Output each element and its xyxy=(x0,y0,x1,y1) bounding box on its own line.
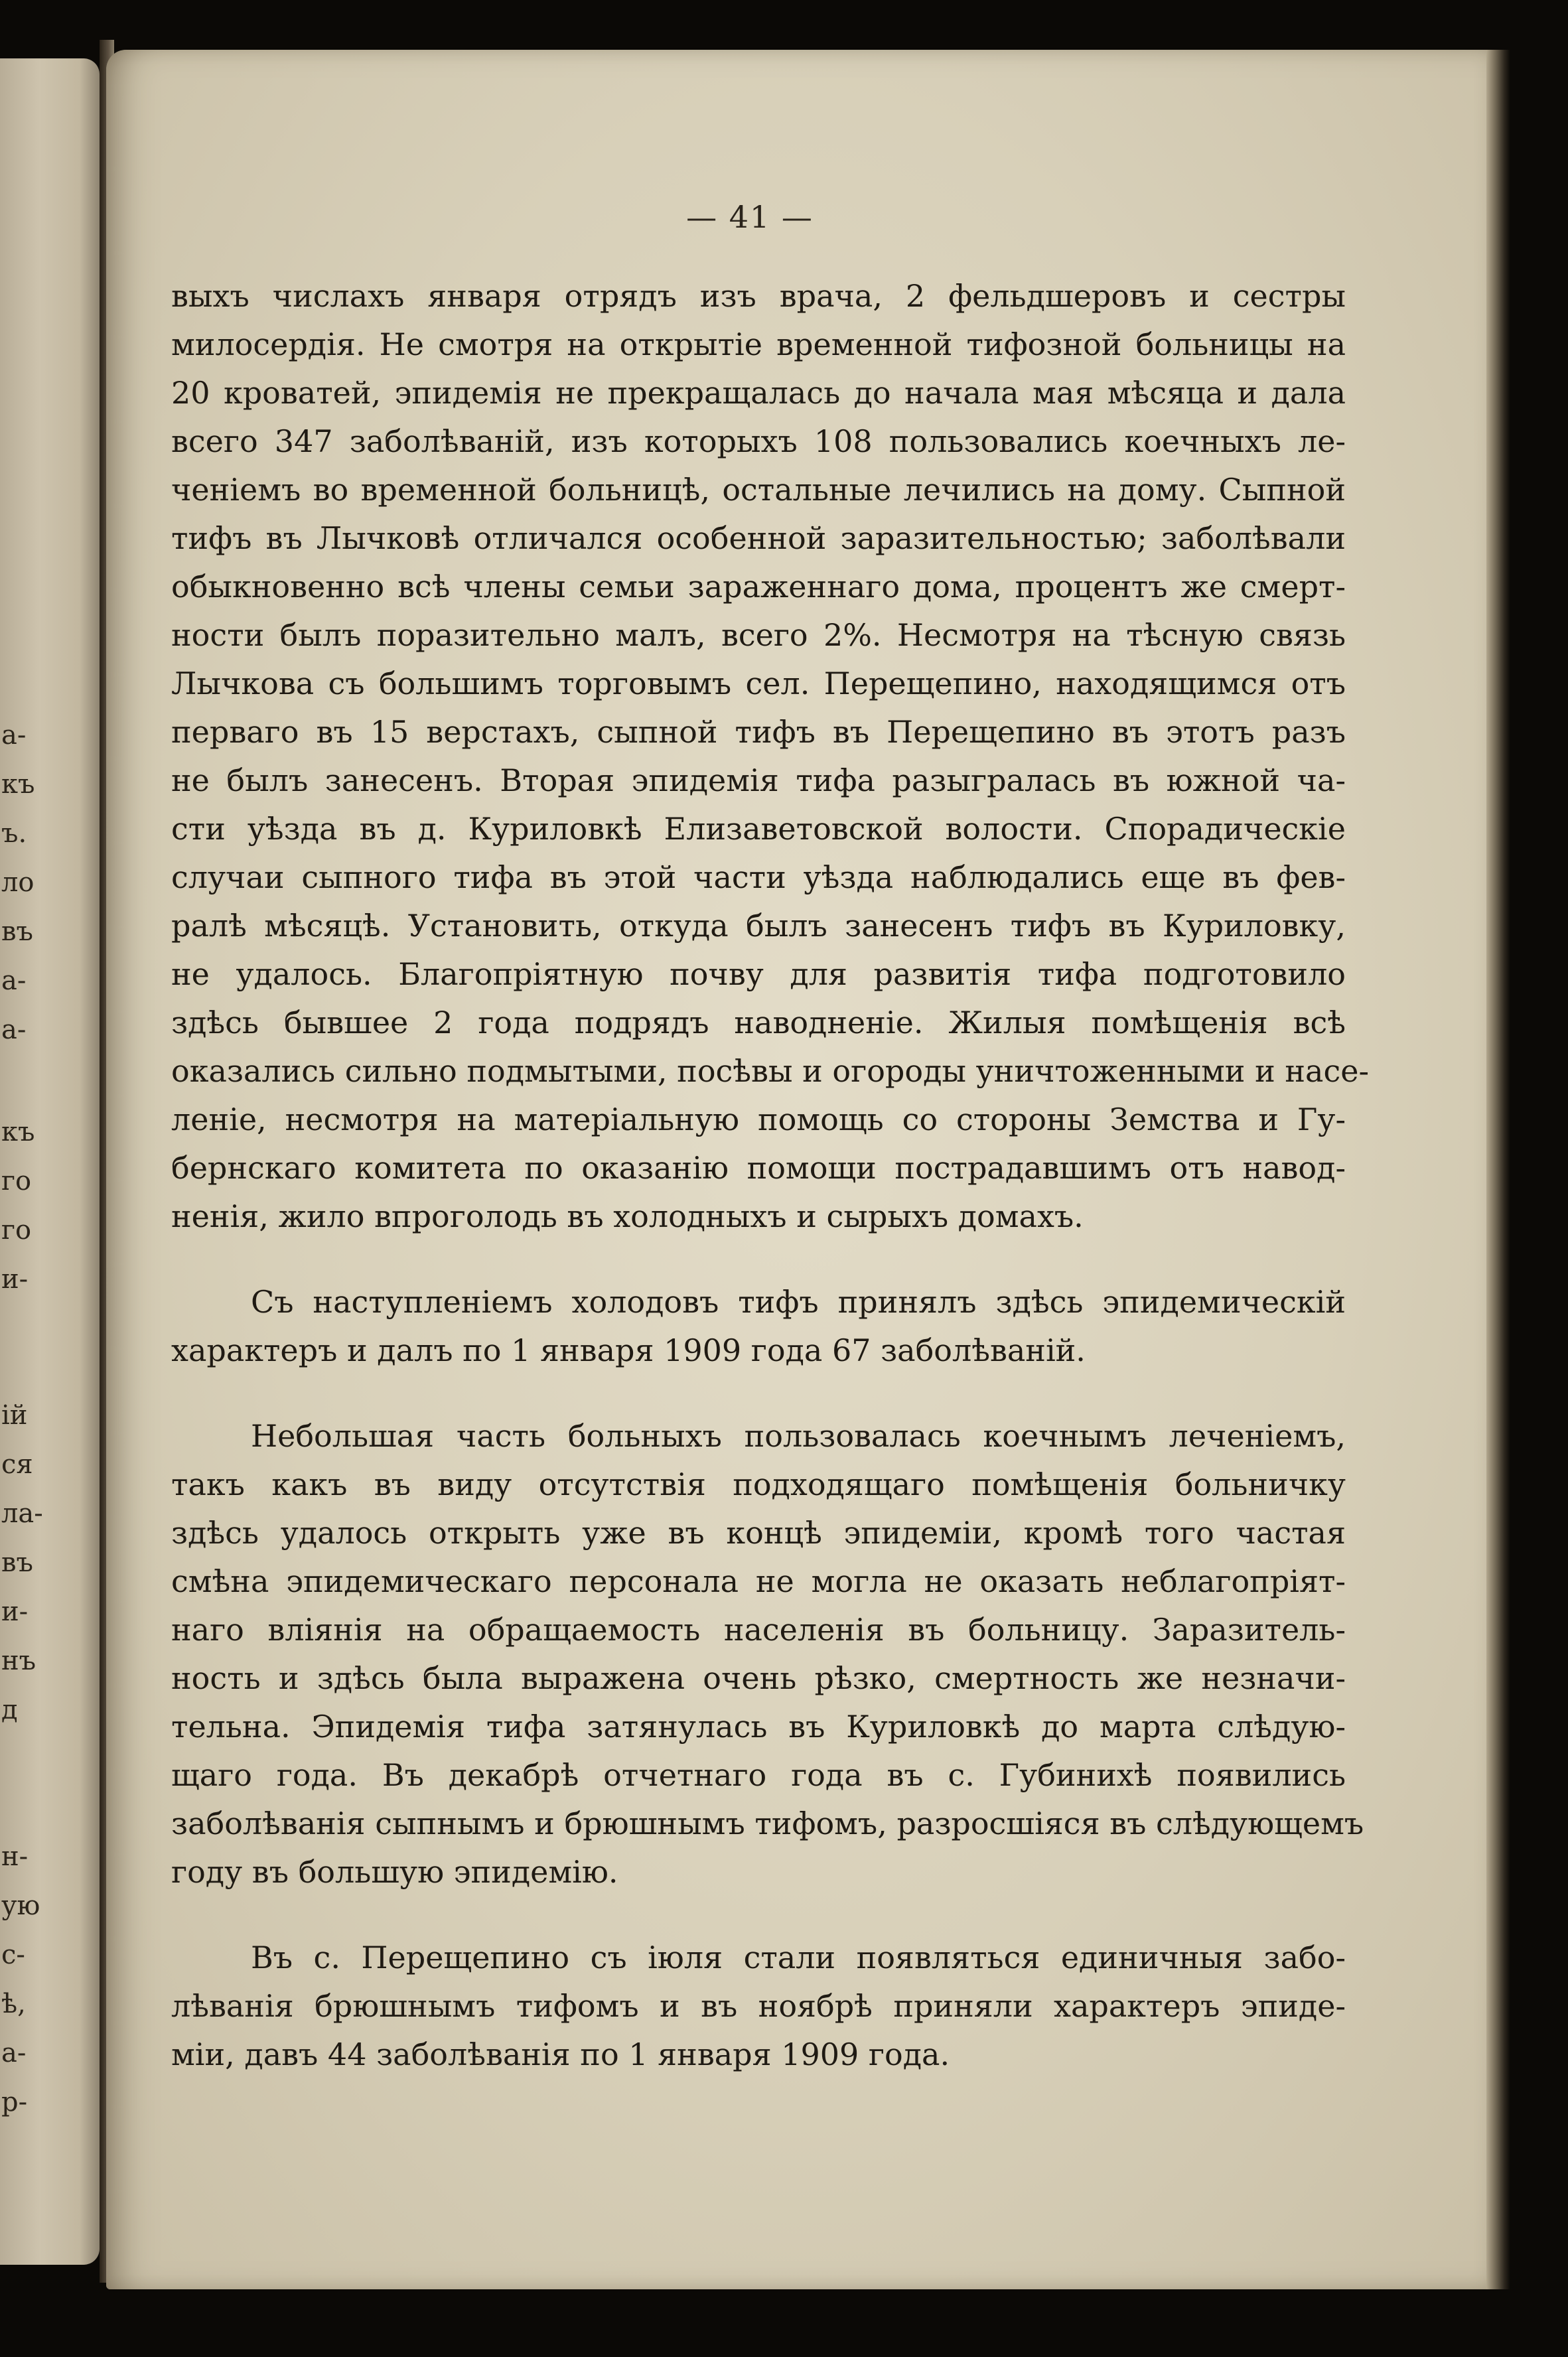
text-line: не удалось. Благопріятную почву для развитія тифа подготовило xyxy=(171,956,1346,992)
paragraph xyxy=(171,1412,1364,1896)
left-page-fragment: го xyxy=(1,1215,32,1246)
left-page-fragment: а- xyxy=(1,1015,27,1045)
left-page-fragment: н- xyxy=(1,1841,29,1872)
text-line: міи, давъ 44 заболѣванія по 1 января 1909 года. xyxy=(171,2036,950,2072)
left-page-fragment: с- xyxy=(1,1940,25,1970)
text-line: всего 347 заболѣваній, изъ которыхъ 108 пользовались коечныхъ ле- xyxy=(171,423,1346,459)
left-page-fragment: р- xyxy=(1,2087,28,2117)
left-page-fragment: д xyxy=(1,1695,18,1725)
text-line: наго вліянія на обращаемость населенія въ больницу. Заразитель- xyxy=(171,1612,1346,1648)
left-page-fragment: въ xyxy=(1,1547,33,1578)
left-page-fragment: а- xyxy=(1,2038,27,2068)
text-line: Въ с. Перещепино съ іюля стали появляться единичныя забо- xyxy=(251,1940,1346,1975)
left-page-fragment: го xyxy=(1,1166,32,1196)
text-line: обыкновенно всѣ члены семьи зараженнаго дома, процентъ же смерт- xyxy=(171,569,1346,605)
text-line: оказались сильно подмытыми, посѣвы и огороды уничтоженными и насе- xyxy=(171,1053,1369,1089)
left-page-fragment: ій xyxy=(1,1400,28,1431)
paragraph xyxy=(171,272,1369,1241)
text-line: ралѣ мѣсяцѣ. Установить, откуда былъ занесенъ тифъ въ Куриловку, xyxy=(171,908,1346,944)
left-page-fragment: къ xyxy=(1,769,35,800)
left-page-fragment: ъ. xyxy=(1,818,27,849)
left-page-fragment: къ xyxy=(1,1117,35,1147)
text-line: такъ какъ въ виду отсутствія подходящаго помѣщенія больничку xyxy=(171,1466,1346,1502)
text-line: перваго въ 15 верстахъ, сыпной тифъ въ Перещепино въ этотъ разъ xyxy=(171,714,1346,750)
text-line: бернскаго комитета по оказанію помощи пострадавшимъ отъ навод- xyxy=(171,1150,1346,1186)
left-page-fragment: а- xyxy=(1,965,27,996)
text-line: милосердія. Не смотря на открытіе временной тифозной больницы на xyxy=(171,326,1346,362)
left-page-fragment: нъ xyxy=(1,1646,36,1676)
left-page-fragment: ло xyxy=(1,867,35,898)
text-line: Небольшая часть больныхъ пользовалась коечнымъ леченіемъ, xyxy=(251,1418,1346,1454)
body-text xyxy=(171,272,1369,2079)
text-line: ненія, жило впроголодь въ холодныхъ и сырыхъ домахъ. xyxy=(171,1198,1084,1234)
left-page-fragment: и- xyxy=(1,1264,29,1295)
text-line: 20 кроватей, эпидемія не прекращалась до начала мая мѣсяца и дала xyxy=(171,375,1346,411)
text-line: здѣсь удалось открыть уже въ концѣ эпидеміи, кромѣ того частая xyxy=(171,1515,1346,1551)
text-line: не былъ занесенъ. Вторая эпидемія тифа разыгралась въ южной ча- xyxy=(171,762,1346,798)
text-line: щаго года. Въ декабрѣ отчетнаго года въ с. Губинихѣ появились xyxy=(171,1757,1346,1793)
text-line: тифъ въ Лычковѣ отличался особенной заразительностью; заболѣвали xyxy=(171,520,1346,556)
left-page-fragment: и- xyxy=(1,1597,29,1627)
text-line: характеръ и далъ по 1 января 1909 года 67 заболѣваній. xyxy=(171,1332,1086,1368)
left-page-fragment: въ xyxy=(1,916,33,947)
paragraph-gap xyxy=(171,1241,1346,1278)
text-line: леніе, несмотря на матеріальную помощь со стороны Земства и Гу- xyxy=(171,1102,1346,1137)
text-line: тельна. Эпидемія тифа затянулась въ Куриловкѣ до марта слѣдую- xyxy=(171,1709,1346,1745)
text-line: Съ наступленіемъ холодовъ тифъ принялъ здѣсь эпидемическій xyxy=(251,1284,1346,1320)
left-page-edge xyxy=(0,58,100,2265)
paragraph xyxy=(171,1278,1346,1375)
paragraph-gap xyxy=(171,1375,1346,1412)
text-line: выхъ числахъ января отрядъ изъ врача, 2 фельдшеровъ и сестры xyxy=(171,278,1346,314)
text-line: Лычкова съ большимъ торговымъ сел. Перещепино, находящимся отъ xyxy=(171,666,1346,701)
paragraph-gap xyxy=(171,1896,1346,1934)
page-edge xyxy=(1486,50,1510,2289)
left-page-fragment: а- xyxy=(1,720,27,750)
page-number: — 41 — xyxy=(686,199,814,235)
text-line: ности былъ поразительно малъ, всего 2%. Несмотря на тѣсную связь xyxy=(171,617,1346,653)
paragraph xyxy=(171,1934,1346,2079)
text-line: случаи сыпного тифа въ этой части уѣзда наблюдались еще въ фев- xyxy=(171,859,1346,895)
text-line: лѣванія брюшнымъ тифомъ и въ ноябрѣ приняли характеръ эпиде- xyxy=(171,1988,1346,2024)
text-line: году въ большую эпидемію. xyxy=(171,1854,618,1890)
left-page-fragment: ую xyxy=(1,1891,40,1921)
left-page-fragment: ся xyxy=(1,1449,33,1480)
text-line: ность и здѣсь была выражена очень рѣзко, смертность же незначи- xyxy=(171,1660,1346,1696)
text-line: заболѣванія сыпнымъ и брюшнымъ тифомъ, разросшіяся въ слѣдующемъ xyxy=(171,1806,1364,1841)
text-line: сти уѣзда въ д. Куриловкѣ Елизаветовской волости. Спорадическіе xyxy=(171,811,1346,847)
text-line: смѣна эпидемическаго персонала не могла не оказать неблагопріят- xyxy=(171,1563,1346,1599)
left-page-fragment: ла- xyxy=(1,1498,43,1529)
text-line: ченіемъ во временной больницѣ, остальные лечились на дому. Сыпной xyxy=(171,472,1346,508)
left-page-fragment: ѣ, xyxy=(1,1989,26,2019)
text-line: здѣсь бывшее 2 года подрядъ наводненіе. Жилыя помѣщенія всѣ xyxy=(171,1005,1346,1040)
